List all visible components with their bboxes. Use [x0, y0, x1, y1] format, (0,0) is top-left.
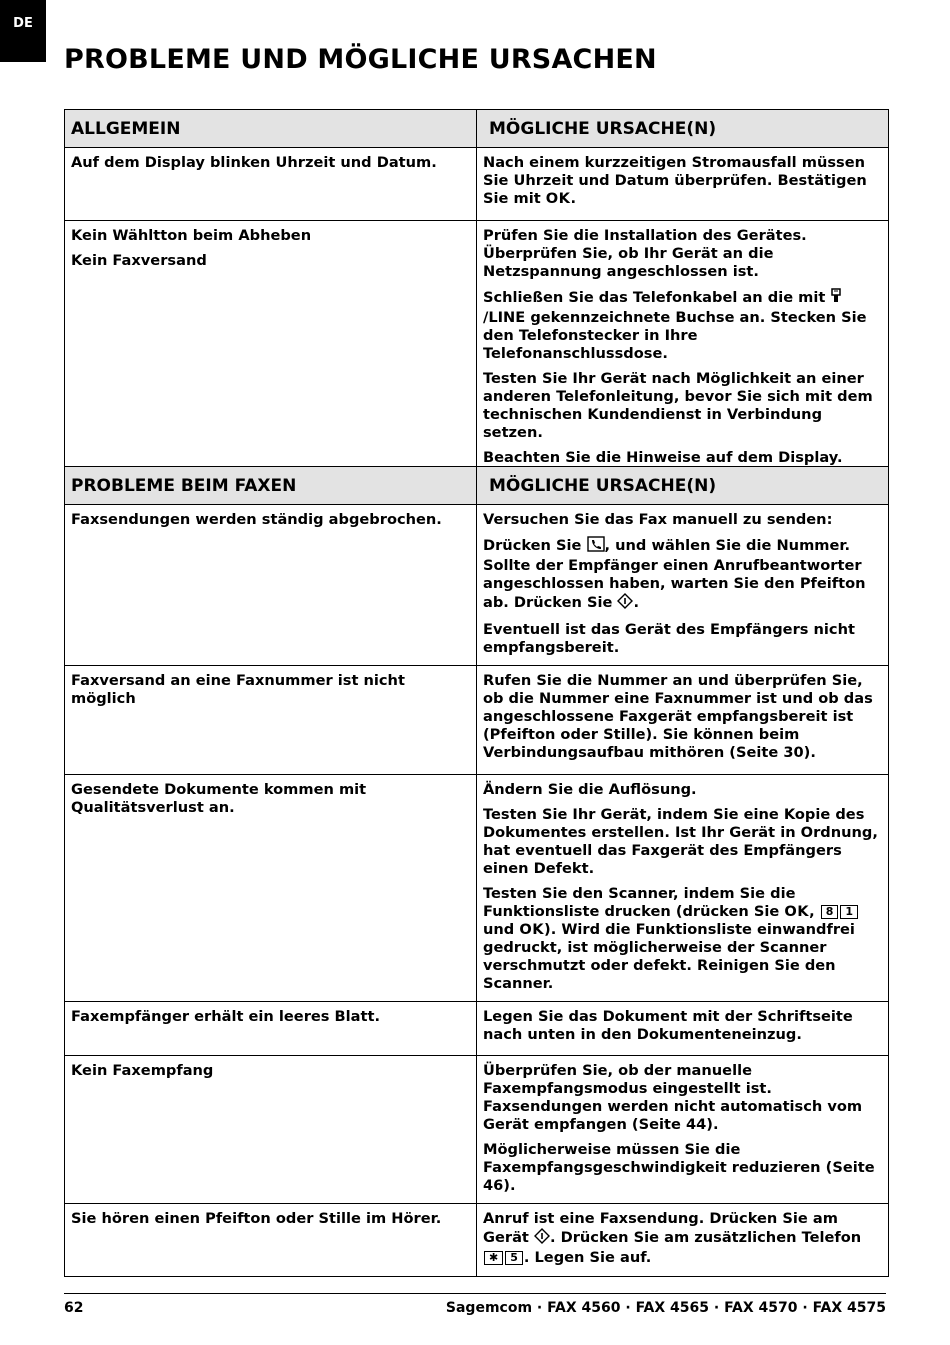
problem-text: Kein Faxversand — [71, 252, 207, 269]
table-header-row — [65, 110, 889, 148]
footer-divider — [64, 1293, 886, 1294]
start-diamond-icon — [617, 593, 633, 614]
ok-key-label: OK — [784, 903, 810, 920]
cause-text: Testen Sie Ihr Gerät nach Möglichkeit an einer anderen Telefonleitung, bevor Sie sich mit dem technischen Kundendienst in Verbindung setzen. — [483, 370, 873, 441]
language-tab — [0, 0, 46, 62]
problem-text: Faxsendungen werden ständig abgebrochen. — [71, 511, 442, 528]
cause-cell — [477, 775, 889, 1002]
problem-text: Auf dem Display blinken Uhrzeit und Datum. — [71, 154, 437, 171]
cause-text: Testen Sie den Scanner, indem Sie die Funktionsliste drucken (drücken Sie OK, 8 1 und OK). Wird die Funktionsliste einwandfrei gedruckt, ist möglicherweise der Scanner verschmutzt oder defekt. Reinigen Sie den Scanner. — [483, 885, 882, 993]
problem-text: Faxversand an eine Faxnummer ist nicht möglich — [71, 672, 405, 707]
problem-text: Faxempfänger erhält ein leeres Blatt. — [71, 1008, 381, 1025]
cause-text: Möglicherweise müssen Sie die Faxempfangsgeschwindigkeit reduzieren (Seite 46). — [483, 1141, 875, 1194]
problem-cell — [65, 1056, 477, 1204]
page-title: PROBLEME UND MÖGLICHE URSACHEN — [64, 44, 657, 75]
line-socket-icon — [830, 288, 842, 309]
cause-text: Schließen Sie das Telefonkabel an die mit /LINE gekennzeichnete Buchse an. Stecken Sie den Telefonstecker in Ihre Telefonanschlussdose. — [483, 289, 867, 362]
cause-text: Ändern Sie die Auflösung. — [483, 781, 697, 798]
table-row — [65, 666, 889, 775]
column-header-cause: MÖGLICHE URSACHE(N) — [477, 467, 889, 505]
cause-text: Prüfen Sie die Installation des Gerätes. Überprüfen Sie, ob Ihr Gerät an die Netzspannung angeschlossen ist. — [483, 227, 807, 280]
column-header-problem: PROBLEME BEIM FAXEN — [65, 467, 477, 505]
cause-text: Drücken Sie , und wählen Sie die Nummer. Sollte der Empfänger einen Anrufbeantworter angeschlossen haben, warten Sie den Pfeifton ab. Drücken Sie . — [483, 536, 882, 614]
cause-cell — [477, 221, 889, 476]
table-row — [65, 775, 889, 1002]
key-star: ✱ — [484, 1251, 503, 1265]
key-8: 8 — [821, 905, 839, 919]
problem-text: Sie hören einen Pfeifton oder Stille im Hörer. — [71, 1210, 442, 1227]
cause-text: Beachten Sie die Hinweise auf dem Display. — [483, 449, 843, 466]
table-row — [65, 1002, 889, 1056]
cause-text: Eventuell ist das Gerät des Empfängers nicht empfangsbereit. — [483, 621, 855, 656]
problem-text: Gesendete Dokumente kommen mit Qualitätsverlust an. — [71, 781, 367, 816]
table-row — [65, 505, 889, 666]
cause-text: Legen Sie das Dokument mit der Schriftseite nach unten in den Dokumenteneinzug. — [483, 1008, 853, 1043]
problem-cell — [65, 666, 477, 775]
problem-cell — [65, 1204, 477, 1277]
problem-cell — [65, 221, 477, 476]
cause-text: Versuchen Sie das Fax manuell zu senden: — [483, 511, 833, 528]
line-label: /LINE — [483, 309, 526, 326]
general-problems-table — [64, 109, 889, 476]
phone-key-icon — [587, 536, 605, 557]
start-diamond-icon — [534, 1228, 550, 1249]
language-label: DE — [13, 16, 33, 31]
problem-cell — [65, 505, 477, 666]
column-header-problem: ALLGEMEIN — [65, 110, 477, 148]
cause-cell — [477, 1204, 889, 1277]
cause-text: Überprüfen Sie, ob der manuelle Faxempfangsmodus eingestellt ist. Faxsendungen werden nicht automatisch vom Gerät empfangen (Seite 44). — [483, 1062, 863, 1133]
table-header-row — [65, 467, 889, 505]
cause-text: Testen Sie Ihr Gerät, indem Sie eine Kopie des Dokumentes erstellen. Ist Ihr Gerät in Ordnung, hat eventuell das Faxgerät des Empfängers einen Defekt. — [483, 806, 878, 877]
cause-text: Anruf ist eine Faxsendung. Drücken Sie am Gerät . Drücken Sie am zusätzlichen Telefon ✱ 5 . Legen Sie auf. — [483, 1210, 862, 1266]
page-number: 62 — [64, 1300, 84, 1316]
cause-cell — [477, 1056, 889, 1204]
key-1: 1 — [840, 905, 858, 919]
problem-text: Kein Wähltton beim Abheben — [71, 227, 312, 244]
key-5: 5 — [505, 1251, 523, 1265]
table-row — [65, 148, 889, 221]
footer-product-text: Sagemcom · FAX 4560 · FAX 4565 · FAX 4570 · FAX 4575 — [445, 1300, 886, 1316]
column-header-cause: MÖGLICHE URSACHE(N) — [477, 110, 889, 148]
problem-cell — [65, 148, 477, 221]
problem-text: Kein Faxempfang — [71, 1062, 214, 1079]
table-row — [65, 1204, 889, 1277]
problem-cell — [65, 775, 477, 1002]
cause-cell — [477, 1002, 889, 1056]
cause-cell — [477, 505, 889, 666]
table-row — [65, 1056, 889, 1204]
fax-problems-table — [64, 466, 889, 1277]
cause-text: Nach einem kurzzeitigen Stromausfall müssen Sie Uhrzeit und Datum überprüfen. Bestätigen Sie mit OK. — [483, 154, 867, 207]
ok-key-label: OK — [519, 921, 545, 938]
ok-key-label: OK — [545, 190, 571, 207]
cause-cell — [477, 666, 889, 775]
cause-text: Rufen Sie die Nummer an und überprüfen Sie, ob die Nummer eine Faxnummer ist und ob das angeschlossene Faxgerät empfangsbereit ist (Pfeifton oder Stille). Sie können beim Verbindungsaufbau mithören (Seite 30). — [483, 672, 873, 761]
table-row — [65, 221, 889, 476]
problem-cell — [65, 1002, 477, 1056]
cause-cell — [477, 148, 889, 221]
